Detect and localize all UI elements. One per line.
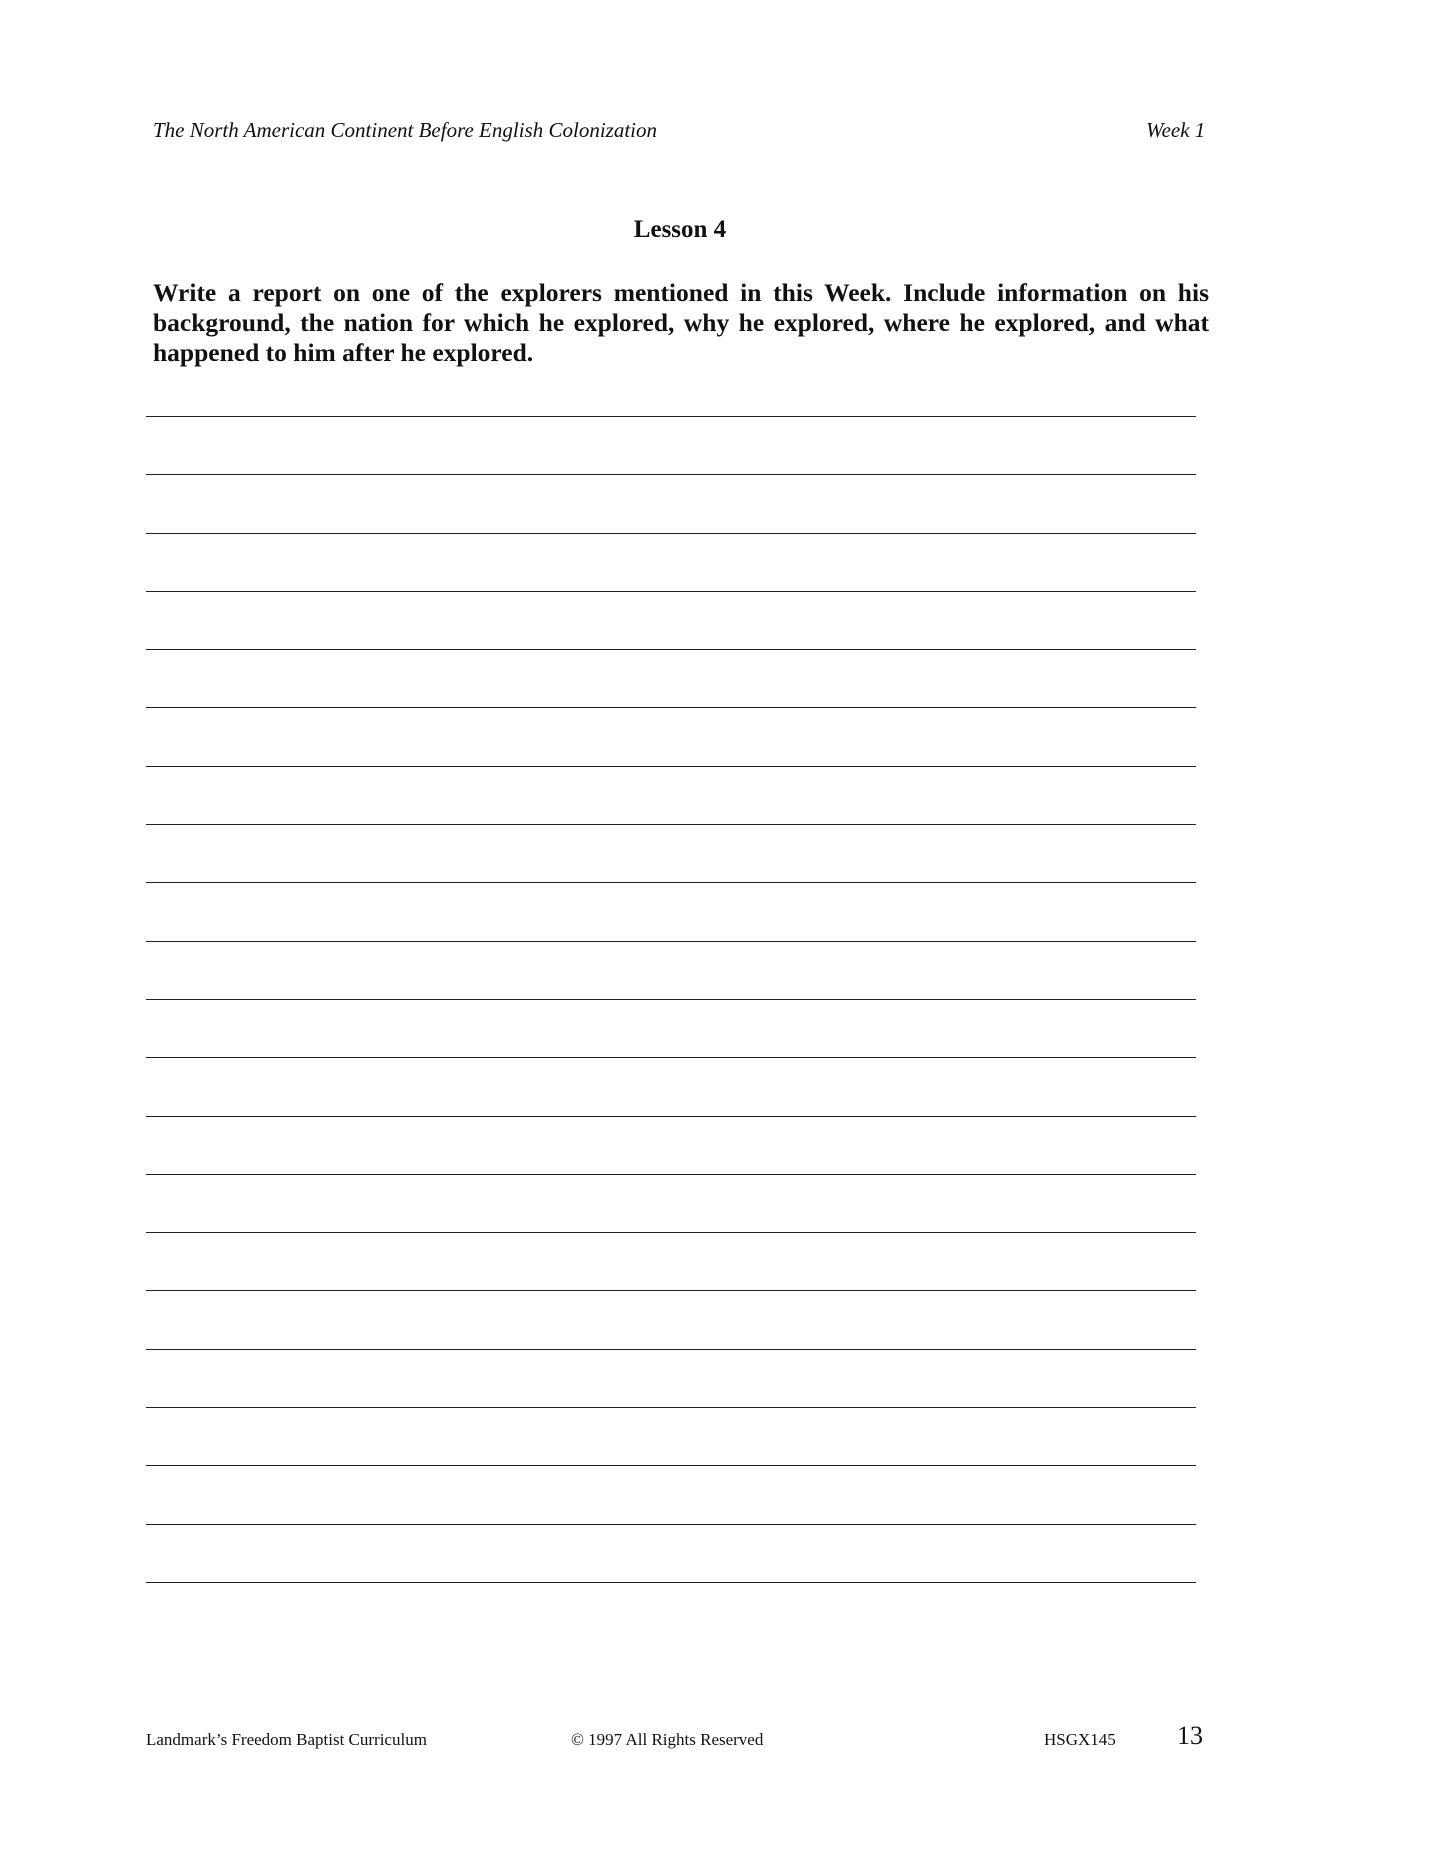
writing-line: [146, 942, 1196, 1000]
writing-line: [146, 1000, 1196, 1058]
writing-line: [146, 475, 1196, 533]
running-header-title: The North American Continent Before English Colonization: [153, 118, 657, 142]
writing-line: [146, 1291, 1196, 1349]
writing-line: [146, 1525, 1196, 1583]
writing-line: [146, 592, 1196, 650]
running-header-week: Week 1: [1146, 118, 1206, 142]
writing-line: [146, 650, 1196, 708]
writing-line: [146, 534, 1196, 592]
writing-line: [146, 1408, 1196, 1466]
lesson-title: Lesson 4: [633, 216, 727, 243]
writing-line: [146, 1233, 1196, 1291]
writing-line: [146, 417, 1196, 475]
assignment-prompt: Write a report on one of the explorers mentioned in this Week. Include information on his background, the nation for which he explored, why he explored, where he explored, and what happened to him after he explored.: [153, 278, 1209, 367]
writing-lines: [146, 415, 1196, 1583]
writing-line: [146, 1466, 1196, 1524]
writing-line: [146, 883, 1196, 941]
writing-line: [146, 1350, 1196, 1408]
footer-code: HSGX145: [1044, 1730, 1116, 1749]
writing-line: [146, 708, 1196, 766]
page-number: 13: [1177, 1721, 1203, 1750]
writing-line: [146, 767, 1196, 825]
writing-line: [146, 1058, 1196, 1116]
footer-copyright: © 1997 All Rights Reserved: [571, 1730, 764, 1749]
writing-line: [146, 1175, 1196, 1233]
writing-line: [146, 1117, 1196, 1175]
footer-publisher: Landmark’s Freedom Baptist Curriculum: [146, 1730, 427, 1749]
writing-line: [146, 825, 1196, 883]
